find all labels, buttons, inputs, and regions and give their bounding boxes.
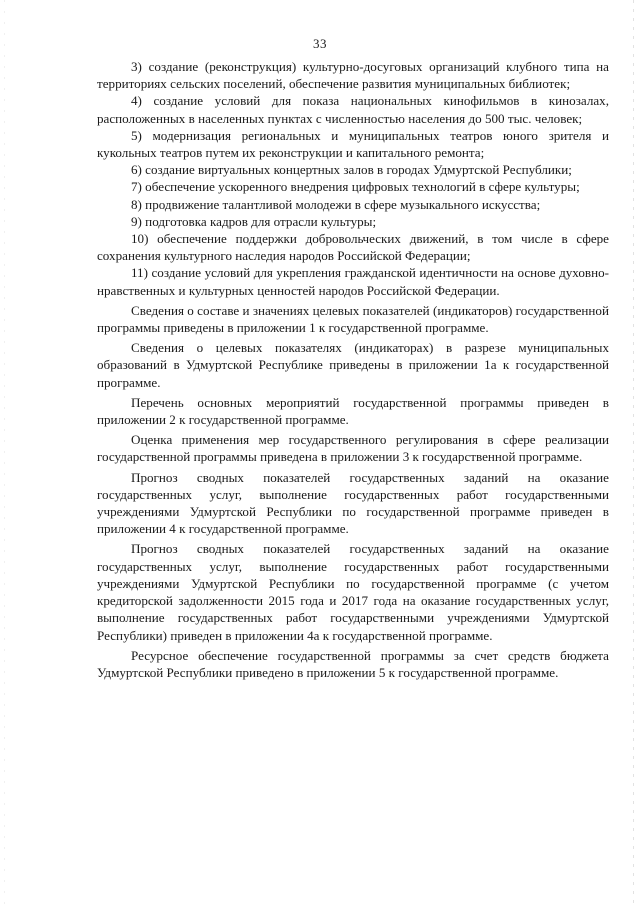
paragraph: 6) создание виртуальных концертных залов в городах Удмуртской Республики; — [131, 162, 572, 178]
paragraph: 8) продвижение талантливой молодежи в сфере музыкального искусства; — [131, 196, 541, 212]
paragraph: Ресурсное обеспечение государственной программы за счет средств бюджета Удмуртской Республики приведено в приложении 5 к государственной программе. — [97, 647, 609, 680]
paragraph: 5) модернизация региональных и муниципальных театров юного зрителя и кукольных театров путем их реконструкции и капитального ремонта; — [97, 127, 609, 161]
paragraph: Сведения о составе и значениях целевых показателей (индикаторов) государственной программы приведены в приложении 1 к государственной программе. — [97, 302, 609, 336]
paragraph: 9) подготовка кадров для отрасли культуры; — [131, 213, 377, 229]
paragraph: Перечень основных мероприятий государственной программы приведен в приложении 2 к государственной программе. — [97, 394, 609, 428]
document-body — [97, 58, 609, 681]
paragraph: 7) обеспечение ускоренного внедрения цифровых технологий в сфере культуры; — [131, 179, 580, 195]
paragraph: Прогноз сводных показателей государственных заданий на оказание государственных услуг, выполнение государственных работ государственными учреждениями Удмуртской Республики по государственной программе (с учетом кредиторской задолженности 2015 года и 2017 года на оказание государственных услуг, выполнение государственных работ государственными учреждениями Удмуртской Республики) приведен в приложении 4а к государственной программе. — [97, 541, 609, 643]
paragraph: Оценка применения мер государственного регулирования в сфере реализации государственной программы приведена в приложении 3 к государственной программе. — [97, 432, 609, 465]
paragraph: 3) создание (реконструкция) культурно-досуговых организаций клубного типа на территориях сельских поселений, обеспечение развития муниципальных библиотек; — [97, 59, 609, 92]
page-number: 33 — [313, 36, 327, 51]
scan-edge-left — [4, 0, 5, 905]
paragraph: Сведения о целевых показателях (индикаторах) в разрезе муниципальных образований в Удмуртской Республике приведены в приложении 1а к государственной программе. — [97, 340, 609, 390]
paragraph: 11) создание условий для укрепления гражданской идентичности на основе духовно-нравственных и культурных ценностей народов Российской Федерации. — [97, 265, 609, 298]
paragraph: Прогноз сводных показателей государственных заданий на оказание государственных услуг, выполнение государственных работ государственными учреждениями Удмуртской Республики по государственной программе приведен в приложении 4 к государственной программе. — [97, 469, 609, 537]
paragraph: 10) обеспечение поддержки добровольческих движений, в том числе в сфере сохранения культурного наследия народов Российской Федерации; — [97, 231, 609, 264]
scan-edge-right — [633, 0, 634, 905]
paragraph: 4) создание условий для показа национальных кинофильмов в кинозалах, расположенных в населенных пунктах с численностью населения до 500 тыс. человек; — [97, 93, 609, 126]
